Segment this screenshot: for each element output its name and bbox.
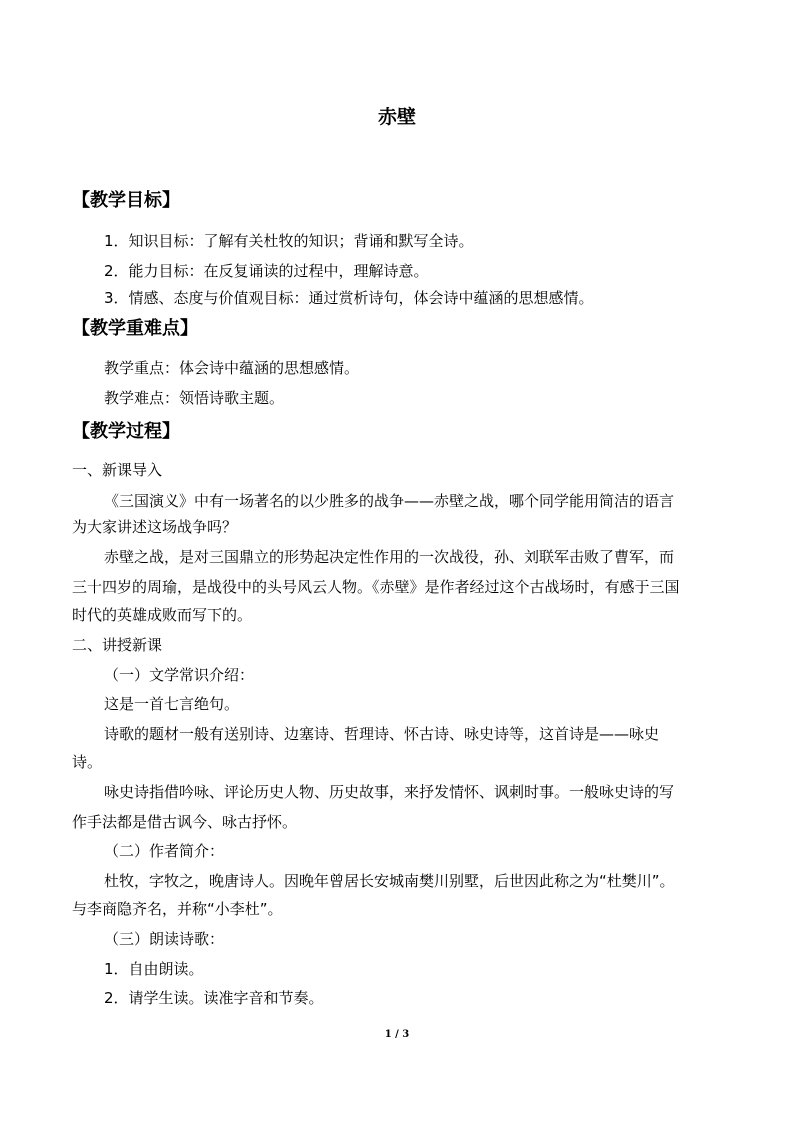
key-point-difficulty: 教学难点：领悟诗歌主题。 bbox=[104, 389, 285, 407]
intro-paragraph-2-line-1: 赤壁之战，是对三国鼎立的形势起决定性作用的一次战役，孙、刘联军击败了曹军，而 bbox=[104, 548, 675, 566]
intro-paragraph-1-line-1: 《三国演义》中有一场著名的以少胜多的战争——赤壁之战，哪个同学能用简洁的语言 bbox=[104, 492, 675, 510]
sub1-line-2: 诗歌的题材一般有送别诗、边塞诗、哲理诗、怀古诗、咏史诗等，这首诗是——咏史 bbox=[104, 725, 660, 743]
key-point-focus: 教学重点：体会诗中蕴涵的思想感情。 bbox=[104, 359, 360, 377]
section-heading-key-points: 【教学重难点】 bbox=[72, 318, 198, 339]
intro-paragraph-2-line-2: 三十四岁的周瑜，是战役中的头号风云人物。《赤壁》是作者经过这个古战场时，有感于三国 bbox=[72, 578, 680, 596]
objective-item-2: 2．能力目标：在反复诵读的过程中，理解诗意。 bbox=[104, 262, 429, 280]
sub2-line-2: 与李商隐齐名，并称“小李杜”。 bbox=[72, 900, 283, 918]
section-heading-process: 【教学过程】 bbox=[72, 421, 180, 442]
document-title: 赤壁 bbox=[377, 106, 416, 128]
section-heading-objectives: 【教学目标】 bbox=[72, 190, 180, 211]
sub2-heading: （二）作者简介： bbox=[104, 842, 225, 860]
intro-paragraph-1-line-2: 为大家讲述这场战争吗？ bbox=[72, 518, 238, 536]
sub2-line-1: 杜牧，字牧之，晚唐诗人。因晚年曾居长安城南樊川别墅，后世因此称之为“杜樊川”。 bbox=[104, 872, 675, 890]
part2-heading: 二、讲授新课 bbox=[72, 636, 163, 654]
sub3-heading: （三）朗读诗歌： bbox=[104, 930, 225, 948]
sub1-line-3: 诗。 bbox=[72, 753, 103, 771]
intro-paragraph-2-line-3: 时代的英雄成败而写下的。 bbox=[72, 606, 253, 624]
objective-item-1: 1．知识目标：了解有关杜牧的知识；背诵和默写全诗。 bbox=[104, 232, 474, 250]
objective-item-3: 3．情感、态度与价值观目标：通过赏析诗句，体会诗中蕴涵的思想感情。 bbox=[104, 289, 594, 307]
part1-heading: 一、新课导入 bbox=[72, 461, 163, 479]
sub1-line-4: 咏史诗指借吟咏、评论历史人物、历史故事，来抒发情怀、讽刺时事。一般咏史诗的写 bbox=[104, 783, 675, 801]
sub1-line-1: 这是一首七言绝句。 bbox=[104, 695, 240, 713]
sub3-line-1: 1．自由朗读。 bbox=[104, 960, 204, 978]
sub3-line-2: 2．请学生读。读准字音和节奏。 bbox=[104, 989, 324, 1007]
sub1-line-5: 作手法都是借古讽今、咏古抒怀。 bbox=[72, 813, 298, 831]
page-number: 1 / 3 bbox=[384, 1029, 410, 1040]
sub1-heading: （一）文学常识介绍： bbox=[104, 666, 255, 684]
